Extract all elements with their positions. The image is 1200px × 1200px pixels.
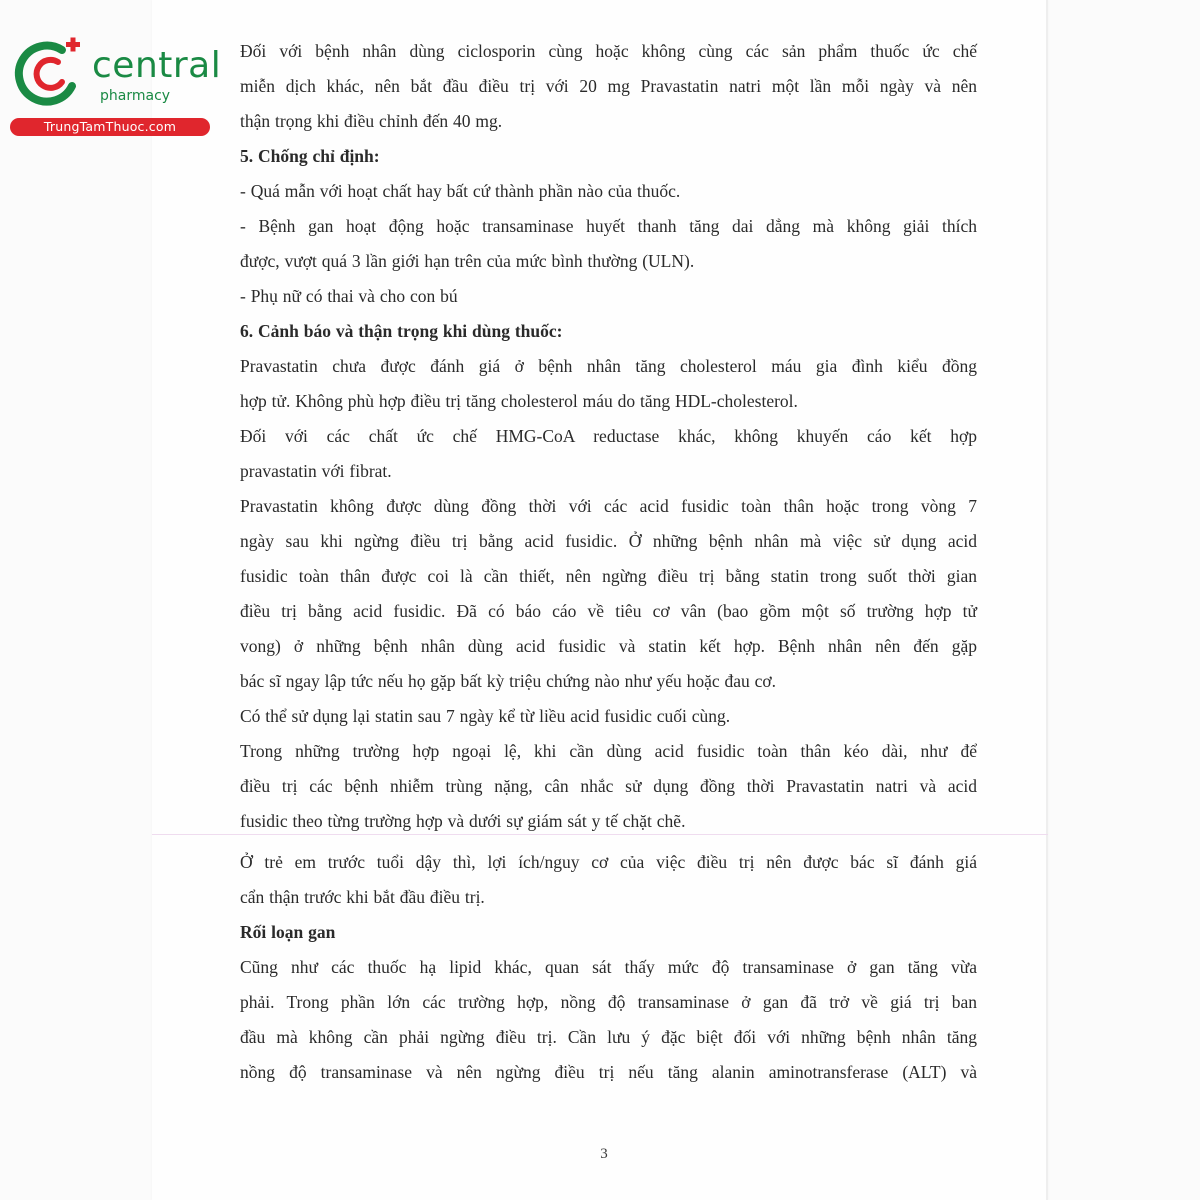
text-line: phải. Trong phần lớn các trường hợp, nồng độ transaminase ở gan đã trở về giá trị ban bbox=[240, 992, 977, 1012]
text-line: điều trị bằng acid fusidic. Đã có báo cáo về tiêu cơ vân (bao gồm một số trường hợp tử bbox=[240, 601, 977, 621]
text-line: hợp tử. Không phù hợp điều trị tăng cholesterol máu do tăng HDL-cholesterol. bbox=[240, 391, 798, 411]
text-line: Đối với các chất ức chế HMG-CoA reductase khác, không khuyến cáo kết hợp bbox=[240, 426, 977, 446]
text-line: - Phụ nữ có thai và cho con bú bbox=[240, 286, 458, 306]
text-line: vong) ở những bệnh nhân dùng acid fusidic và statin kết hợp. Bệnh nhân nên đến gặp bbox=[240, 636, 977, 656]
page-edge bbox=[1046, 0, 1048, 1200]
text-line: Cũng như các thuốc hạ lipid khác, quan sát thấy mức độ transaminase ở gan tăng vừa bbox=[240, 957, 977, 977]
brand-name: central bbox=[92, 45, 222, 86]
text-line: điều trị các bệnh nhiễm trùng nặng, cân nhắc sử dụng đồng thời Pravastatin natri và acid bbox=[240, 776, 977, 796]
section-heading: Rối loạn gan bbox=[240, 922, 336, 942]
text-line: ngày sau khi ngừng điều trị bằng acid fusidic. Ở những bệnh nhân mà việc sử dụng acid bbox=[240, 531, 977, 551]
text-line: bác sĩ ngay lập tức nếu họ gặp bất kỳ triệu chứng nào như yếu hoặc đau cơ. bbox=[240, 671, 777, 691]
text-line: cẩn thận trước khi bắt đầu điều trị. bbox=[240, 887, 485, 907]
section-heading: 6. Cảnh báo và thận trọng khi dùng thuốc: bbox=[240, 321, 563, 341]
text-line: - Quá mẫn với hoạt chất hay bất cứ thành phần nào của thuốc. bbox=[240, 181, 681, 201]
brand-tagline: pharmacy bbox=[100, 88, 171, 104]
text-line: Ở trẻ em trước tuổi dậy thì, lợi ích/nguy cơ của việc điều trị nên được bác sĩ đánh giá bbox=[240, 852, 977, 872]
document-body bbox=[240, 34, 977, 1090]
text-line: Trong những trường hợp ngoại lệ, khi cần dùng acid fusidic toàn thân kéo dài, như để bbox=[240, 741, 977, 761]
text-line: Đối với bệnh nhân dùng ciclosporin cùng hoặc không cùng các sản phẩm thuốc ức chế bbox=[240, 41, 977, 61]
text-line: Có thể sử dụng lại statin sau 7 ngày kể từ liều acid fusidic cuối cùng. bbox=[240, 706, 731, 726]
page-number: 3 bbox=[600, 1146, 608, 1162]
pharmacy-cross-c-logo-icon bbox=[10, 36, 86, 112]
text-line: fusidic theo từng trường hợp và dưới sự giám sát y tế chặt chẽ. bbox=[240, 811, 686, 831]
text-line: fusidic toàn thân được coi là cần thiết, nên ngừng điều trị bằng statin trong suốt thời gian bbox=[240, 566, 977, 586]
text-line: Pravastatin chưa được đánh giá ở bệnh nhân tăng cholesterol máu gia đình kiểu đồng bbox=[240, 356, 977, 376]
text-line: miễn dịch khác, nên bắt đầu điều trị với 20 mg Pravastatin natri một lần mỗi ngày và nên bbox=[240, 76, 977, 96]
section-heading: 5. Chống chỉ định: bbox=[240, 146, 380, 166]
text-line: pravastatin với fibrat. bbox=[240, 461, 392, 481]
brand-website-badge: TrungTamThuoc.com bbox=[10, 118, 210, 136]
text-line: được, vượt quá 3 lần giới hạn trên của mức bình thường (ULN). bbox=[240, 251, 695, 271]
text-line: nồng độ transaminase và nên ngừng điều trị nếu tăng alanin aminotransferase (ALT) và bbox=[240, 1062, 977, 1082]
text-line: - Bệnh gan hoạt động hoặc transaminase huyết thanh tăng dai dẳng mà không giải thích bbox=[240, 216, 977, 236]
central-pharmacy-logo[interactable] bbox=[10, 36, 222, 136]
text-line: Pravastatin không được dùng đồng thời với các acid fusidic toàn thân hoặc trong vòng 7 bbox=[240, 496, 977, 516]
text-line: thận trọng khi điều chỉnh đến 40 mg. bbox=[240, 111, 503, 131]
text-line: đầu mà không cần phải ngừng điều trị. Cần lưu ý đặc biệt đối với những bệnh nhân tăng bbox=[240, 1027, 977, 1047]
